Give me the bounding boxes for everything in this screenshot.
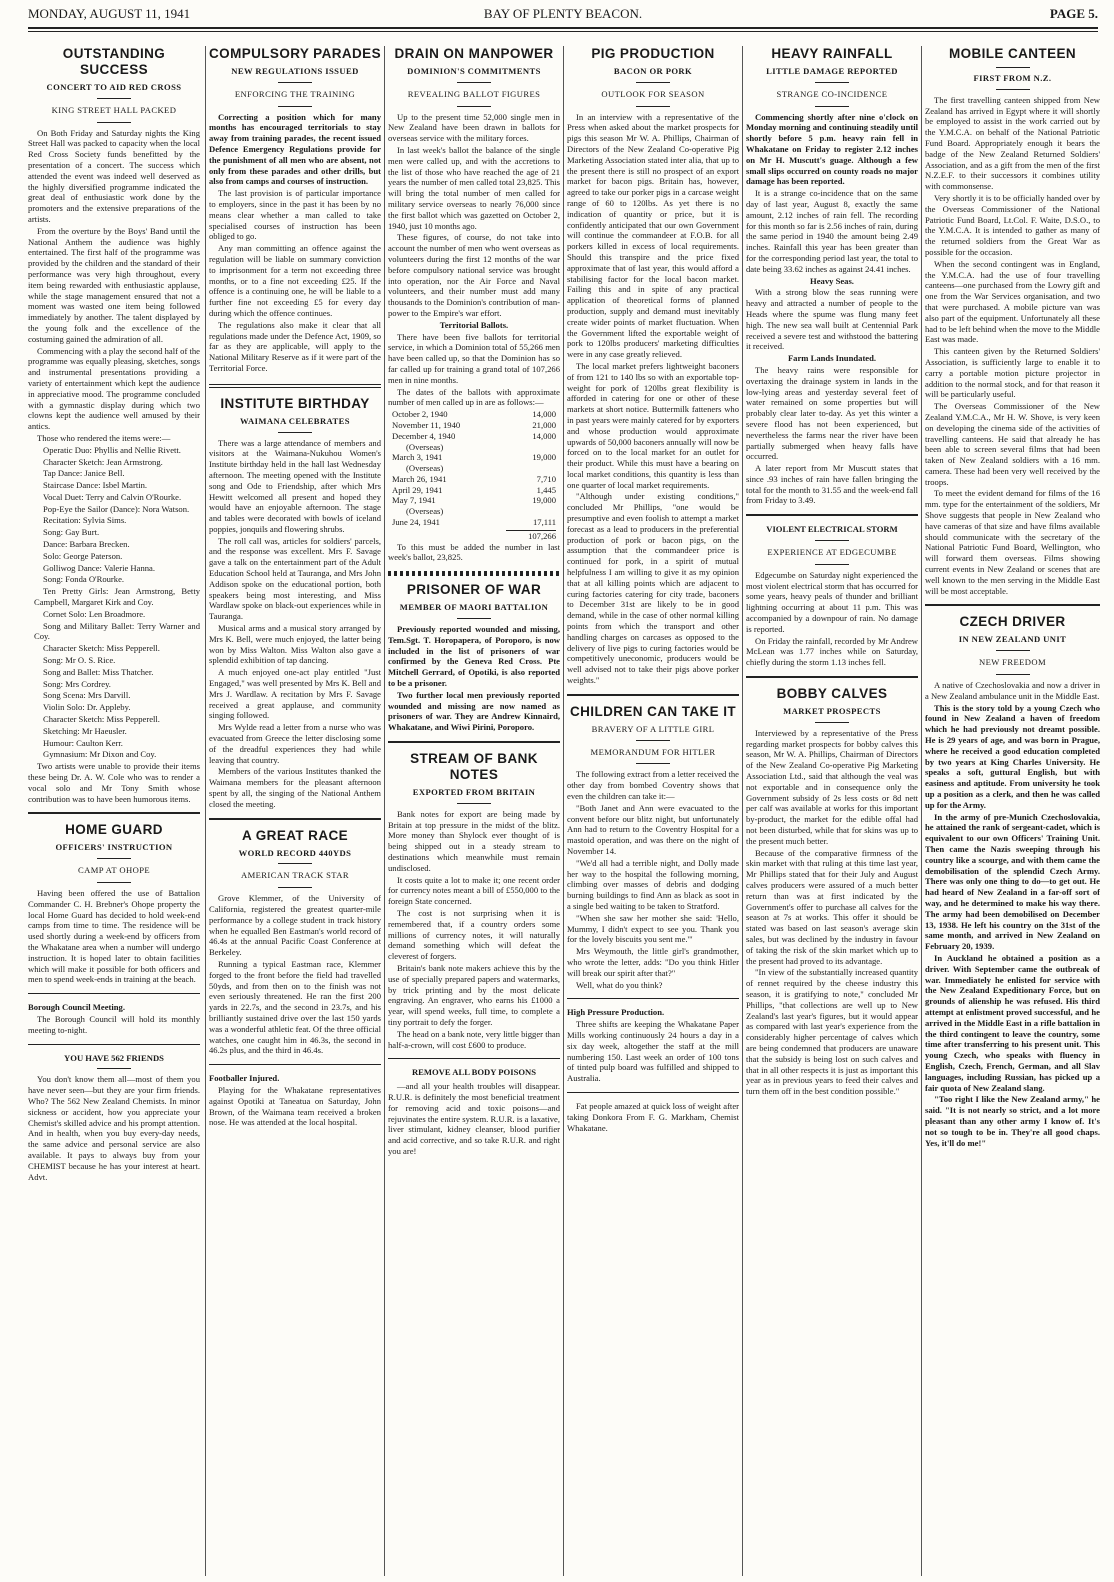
- article-great-race: [209, 828, 381, 1057]
- programme-item: Character Sketch: Miss Pepperell.: [43, 714, 160, 725]
- divider: [278, 106, 312, 107]
- article-subheading: WORLD RECORD 440YDS: [238, 847, 352, 858]
- article-paragraph: Three shifts are keeping the Whakatane Paper Mills working continuously 24 hours a day in a six day week, altogether the staff at the mill numbering 150. Last week an order of 100 tons of tinted pulp board was fulfilled and shipped to Australia.: [567, 1019, 739, 1084]
- article-violent-electrical-storm: [746, 524, 918, 668]
- article-paragraph: A later report from Mr Muscutt states that since .93 inches of rain have fallen bringing the total for the month to 31.55 and the week-end fall from Friday to 3.49.: [746, 463, 918, 506]
- ballot-date: March 3, 1941: [392, 452, 443, 463]
- article-paragraph: To meet the evident demand for films of the 16 mm. type for the entertainment of the soldiers, Mr Shove suggests that people in New Zealand who have cameras of that size and have films available should communicate with the secretary of the National Patriotic Fund Board, Wellington, who will forward them overseas. Films showing current events in New Zealand or scenes that are well known to the men serving in the Middle East will be most acceptable.: [925, 488, 1100, 596]
- divider: [97, 122, 131, 123]
- divider: [457, 82, 491, 83]
- brief-heading: Borough Council Meeting.: [28, 1002, 126, 1013]
- divider: [97, 98, 131, 99]
- article-headline: CHILDREN CAN TAKE IT: [570, 703, 736, 719]
- column-rule: [563, 46, 564, 1576]
- article-drain-on-manpower: [388, 46, 560, 563]
- article-subheading: BACON OR PORK: [613, 66, 693, 76]
- article-subhead: Farm Lands Inundated.: [787, 353, 877, 364]
- ballot-date: November 11, 1940: [392, 419, 461, 430]
- ballot-date: (Overseas): [406, 463, 444, 474]
- article-lead: A native of Czechoslovakia and now a driver in a New Zealand ambulance unit in the Middle East.: [925, 680, 1100, 701]
- article-heavy-rainfall: [746, 46, 918, 506]
- ballot-row: [388, 442, 560, 453]
- article-paragraph: The head on a bank note, very little bigger than half-a-crown, will cost £600 to produce.: [388, 1028, 560, 1050]
- column-rule: [921, 46, 922, 1576]
- article-borough-council: [28, 1002, 200, 1035]
- article-paragraph: The last provision is of particular importance to employers, since in the past it has been by no means clear whether a man called to take specialised courses of instruction has been obliged to go.: [209, 188, 381, 242]
- advert-text: Fat people amazed at quick loss of weight after taking Donkora From F. G. Markham, Chemist Whakatane.: [567, 1100, 739, 1133]
- programme-item: Recitation: Sylvia Sims.: [43, 515, 127, 526]
- programme-item: Ten Pretty Girls: Jean Armstrong, Betty Campbell, Margaret Kirk and Coy.: [34, 586, 200, 608]
- ballot-number: 17,111: [533, 517, 556, 528]
- article-headline: INSTITUTE BIRTHDAY: [220, 395, 370, 411]
- article-bobby-calves: [746, 686, 918, 1097]
- ballot-date: March 26, 1941: [392, 473, 447, 484]
- article-separator: [925, 604, 1100, 606]
- article-paragraph: "Too right I like the New Zealand army," he said. "It is not nearly so strict, and a lot more pleasant than any other army I know of. It's not so tough to be in. They're all good chaps. Yes, it'll do me!": [925, 1094, 1100, 1148]
- ballot-date: April 29, 1941: [392, 484, 443, 495]
- article-prisoner-of-war: [388, 582, 560, 733]
- divider: [636, 106, 670, 107]
- divider: [815, 540, 849, 541]
- article-paragraph: "Both Janet and Ann were evacuated to the convent before our blitz night, but unfortunately Ann had to return to the Coventry Hospital for a mastoid operation, and was there on the night of November 14.: [567, 802, 739, 856]
- article-paragraph: The Borough Council will hold its monthly meeting to-night.: [28, 1013, 200, 1035]
- article-subheading: NEW REGULATIONS ISSUED: [231, 66, 359, 76]
- column-rule: [742, 46, 743, 1576]
- ballot-row: [388, 463, 560, 474]
- ballot-row: [388, 506, 560, 517]
- article-paragraph: The dates of the ballots with approximate number of men called up in are as follows:—: [388, 386, 560, 408]
- article-headline: STREAM OF BANK NOTES: [410, 751, 538, 783]
- ballot-row: [388, 431, 560, 442]
- article-headline: HOME GUARD: [65, 822, 163, 838]
- article-paragraph: It is a strange co-incidence that on the same day of last year, August 8, exactly the same amount, 2.12 inches of rain fell. The recording for this month so far is 2.56 inches of rain, during the same period in 1940 the amount being 2.49 inches. Rainfall this year has been greater than for the corresponding period last year, the total to date being 33.62 inches as against 24.41 inches.: [746, 188, 918, 274]
- programme-item: Sketching: Mr Haeusler.: [43, 725, 127, 736]
- ballot-date: June 24, 1941: [392, 517, 440, 528]
- article-subheading: KING STREET HALL PACKED: [51, 104, 177, 115]
- article-subheading: FIRST FROM N.Z.: [973, 73, 1052, 83]
- article-paragraph: Two artists were unable to provide their items these being Dr. A. W. Cole who was to render a vocal solo and Mr Tony Smith whose contribution was to have been humorous items.: [28, 761, 200, 804]
- article-paragraph: The regulations also make it clear that all regulations made under the Defence Act, 1909, so far as they are applicable, will apply to the National Military Reserve as if it were part of the Territorial Force.: [209, 319, 381, 373]
- programme-item: Violin Solo: Dr. Appleby.: [43, 702, 131, 713]
- column-3: [388, 46, 560, 1576]
- programme-item: Golliwog Dance: Valerie Hanna.: [43, 562, 155, 573]
- article-paragraph: There was a large attendance of members and visitors at the Waimana-Nukuhou Women's Institute birthday held in the hall last Wednesday afternoon. The meeting opened with the Institute song and Ode to Friendship, after which Mrs Hewitt welcomed all present and hoped they would have an enjoyable afternoon. The stage and tables were decorated with bowls of iceland poppies, jonquils and flowering shrubs.: [209, 437, 381, 534]
- article-paragraph: Playing for the Whakatane representatives against Opotiki at Taneatua on Saturday, John Brown, of the Waimana team received a broken nose. He was attended at the local hospital.: [209, 1084, 381, 1128]
- article-headline: HEAVY RAINFALL: [771, 46, 893, 61]
- article-paragraph: Grove Klemmer, of the University of California, registered the greatest quarter-mile performance by a college student in track history when he equalled Ben Eastman's world record of 46.4s at the annual Pacific Coast Conference at Berkeley.: [209, 893, 381, 958]
- article-subheading: EXPORTED FROM BRITAIN: [412, 787, 536, 798]
- ballot-row: [388, 517, 560, 528]
- article-separator: [746, 676, 918, 678]
- programme-item: Dance: Barbara Brecken.: [43, 539, 130, 550]
- article-headline: OUTSTANDING SUCCESS: [62, 46, 166, 77]
- ballot-row: [388, 452, 560, 463]
- column-4: [567, 46, 739, 1576]
- divider: [815, 564, 849, 565]
- ballot-number: 7,710: [536, 473, 556, 484]
- programme-item: Song: Mr O. S. Rice.: [43, 655, 116, 666]
- article-paragraph: This canteen given by the Returned Soldiers' Association, is sufficiently large to enable it to carry a portable motion picture projector in addition to the normal stock, and for that reason it will be particularly useful.: [925, 346, 1100, 400]
- article-paragraph: In last week's ballot the balance of the single men were called up, and with the accretions to the list of those who have reached the age of 21 years the number of men called total 23,825. This will bring the total number of men called for military service overseas to nearly 76,000 since the first ballot which was gazetted on October 2, 1940, just 10 months ago.: [388, 144, 560, 231]
- ballot-date: (Overseas): [406, 506, 444, 517]
- programme-item: Song and Military Ballet: Terry Warner and Coy.: [34, 620, 200, 642]
- article-subheading: LITTLE DAMAGE REPORTED: [766, 66, 898, 76]
- article-paragraph: Having been offered the use of Battalion Commander C. H. Brebner's Ohope property the local Home Guard has decided to hold week-end camps from time to time. The residence will be used shortly during a week-end by officers from the Whakatane area when a number will undergo instruction. It is hoped later to obtain facilities which will make it possible for both officers and men to spend week-ends in training at the beach.: [28, 888, 200, 985]
- article-paragraph: Mrs Weymouth, the little girl's grandmother, who wrote the letter, adds: "Do you think Hitler will break our spirit after that?": [567, 946, 739, 978]
- article-paragraph: Very shortly it is to be officially handed over by the Overseas Commissioner of the National Patriotic Fund Board, Lt.Col. F. Waite, D.S.O., to the Y.M.C.A. It is intended to gather as many of the returned soldiers from the Great War as possible for the occasion.: [925, 192, 1100, 257]
- column-2: [209, 46, 381, 1576]
- divider: [815, 106, 849, 107]
- article-paragraph: Well, what do you think?: [576, 979, 663, 990]
- article-paragraph: Commencing with a play the second half of the programme was equally pleasing, sketches, songs and instrumental presentations providing a variety of entertainment which kept the audience in appreciative mood. The programme concluded with a gymnastic display during which two clowns kept the audience well amused by their antics.: [28, 345, 200, 432]
- article-paragraph: On Both Friday and Saturday nights the King Street Hall was packed to capacity when the local Red Cross Society funds benefitted by the presentation of a concert. The success which attended the event was indeed well deserved as the highly diversified programme indicated the great deal of enthusiastic work done by the promoters and the extensive preparations of the artists.: [28, 127, 200, 224]
- article-separator: [209, 1064, 381, 1065]
- article-subheading: REVEALING BALLOT FIGURES: [407, 88, 541, 99]
- article-paragraph: The first travelling canteen shipped from New Zealand has arrived in Egypt where it will shortly be employed to assist in the work carried out by the Y.M.C.A. on behalf of the National Patriotic Fund Board. Appropriately enough it bears the badge of the New Zealand Returned Soldiers' Association, and as a gift from the men of the first N.Z.E.F. to their successors it combines utility with commonsense.: [925, 94, 1100, 192]
- ballot-number: 14,000: [532, 409, 556, 420]
- ballot-date: October 2, 1940: [392, 409, 448, 420]
- programme-item: Humour: Caulton Kerr.: [43, 737, 123, 748]
- article-paragraph: Members of the various Institutes thanked the Waimana members for the pleasant afternoon spent by all, the singing of the National Anthem closed the meeting.: [209, 766, 381, 809]
- article-subheading: EXPERIENCE AT EDGECUMBE: [767, 547, 897, 558]
- columns-container: [28, 46, 1100, 1576]
- column-5: [746, 46, 918, 1576]
- article-paragraph: Bank notes for export are being made by Britain at top pressure in the midst of the blitz. More money than Shylock ever thought of is being shipped out in a steady stream to destinations which meanwhile must remain undisclosed.: [388, 808, 560, 873]
- article-pig-production: [567, 46, 739, 686]
- article-footballer-injured: [209, 1073, 381, 1128]
- article-subheading: IN NEW ZEALAND UNIT: [958, 634, 1067, 645]
- article-paragraph: The cost is not surprising when it is remembered that, if a country orders some millions of currency notes, it will naturally demand something which will defeat the cleverest of forgers.: [388, 908, 560, 962]
- article-separator: [567, 998, 739, 999]
- divider: [815, 722, 849, 723]
- article-paragraph: With a strong blow the seas running were heavy and attracted a number of people to the Heads where the spume was flung many feet high. The new sea wall built at Centennial Park received a severe test and withstood the battering it received.: [746, 287, 918, 352]
- advert-donkora: [567, 1101, 739, 1133]
- ballot-row: [388, 409, 560, 420]
- article-subheading: MEMORANDUM FOR HITLER: [590, 746, 716, 757]
- article-paragraph: A much enjoyed one-act play entitled "Just Engaged," was well presented by Mrs K. Bell and Mrs J. Wardlaw. A recitation by Mrs F. Savage received a great applause, and community singing followed.: [209, 667, 381, 721]
- programme-item: Vocal Duet: Terry and Calvin O'Rourke.: [43, 491, 182, 502]
- article-separator: [28, 812, 200, 814]
- article-subheading: DOMINION'S COMMITMENTS: [407, 66, 541, 76]
- divider: [996, 674, 1030, 675]
- article-paragraph: This is the story told by a young Czech who found in New Zealand a haven of freedom which he had previously not dreamt possible. He is 29 years of age, and was born in Prague, where he received a good education completed by two years at King Charles University. He speaks a soft, guttural English, but with easiness and aptitude. From university he took up a position as a clerk, and then he was called up for the Army.: [925, 702, 1100, 810]
- article-headline: MOBILE CANTEEN: [948, 46, 1077, 61]
- article-paragraph: The roll call was, articles for soldiers' parcels, and the response was excellent. Mrs F. Savage gave a talk on the entertainment part of the Adult Education School held at Tauranga, and Mrs John Addison spoke on the educational portion, both speakers being most interesting, and Miss Wardlaw spoke on black-out experiences while in Tauranga.: [209, 535, 381, 622]
- article-headline: COMPULSORY PARADES: [209, 46, 381, 61]
- article-paragraph: To this must be added the number in last week's ballot, 23,825.: [388, 541, 560, 563]
- advert-headline: REMOVE ALL BODY POISONS: [411, 1067, 537, 1078]
- advert-rur: [388, 1067, 560, 1156]
- masthead: [28, 6, 1098, 26]
- advert-headline: YOU HAVE 562 FRIENDS: [64, 1052, 164, 1063]
- article-mobile-canteen: [925, 46, 1100, 596]
- article-paragraph: In an interview with a representative of the Press when asked about the market prospects for pigs this season Mr W. A. Phillips, Chairman of Directors of the New Zealand Co-operative Pig Marketing Association stated inter alia, that up to the present there is still no prospect of an export market for bacon pigs. Britain has, however, agreed to take our porker pigs in a carcase weight range of 60 to 120lbs. As yet there is no indication of quantity or price, but it is confidently anticipated that our own Government will continue the commandeer at F.O.B. for all porkers killed in excess of local requirements. Should this transpire and the price fixed approximate that of last year, this would afford a stabilising factor for the local bacon market. Failing this and in spite of any practical application of theoretical forms of planned production, supply and demand must inevitably create wider points of market fluctuation. When the Government lifted the exportable weight of pork to 120lbs producers' marketing difficulties were in any case greatly relieved.: [567, 111, 739, 360]
- column-6: [925, 46, 1100, 1576]
- divider: [636, 740, 670, 741]
- programme-item: Tap Dance: Janice Bell.: [43, 468, 125, 479]
- article-paragraph: Mrs Wylde read a letter from a nurse who was evacuated from Greece the letter disclosing some of the dreadful experiences they had while leaving that country.: [209, 722, 381, 765]
- article-paragraph: Interviewed by a representative of the Press regarding market prospects for bobby calves this season, Mr W. A. Phillips, Chairman of Directors of the New Zealand Co-operative Pig Marketing Association Ltd., said that although the veal was not exportable and in consequence only the Government subsidy of 2s less costs or 8d nett per calf was available at works for this important by-product, the market for the edible offal had not been disturbed, while that for skins was up to the present much better.: [746, 727, 918, 846]
- article-separator: [209, 818, 381, 820]
- article-children-can-take-it: [567, 704, 739, 991]
- article-paragraph: There have been five ballots for territorial service, in which a Dominion total of 55,266 men have been called up, so that the Dominion has so far called up for training a grand total of 107,266 men in nine months.: [388, 331, 560, 385]
- programme-item: Staircase Dance: Isbel Martin.: [43, 480, 148, 491]
- column-1: [28, 46, 200, 1576]
- article-home-guard: [28, 822, 200, 985]
- ballot-row: [388, 420, 560, 431]
- divider: [278, 432, 312, 433]
- article-paragraph: From the overture by the Boys' Band until the National Anthem the audience was highly entertained. The first half of the programme was provided by the children and the standard of their performance was very high throughout, every item being rewarded with enthusiastic applause, while the stage management ensured that not a moment was wasted one item being followed immediately by another. The talent displayed by the young folk and the excellence of the costuming gained the admiration of all.: [28, 225, 200, 344]
- ballot-total: 107,266: [528, 530, 556, 541]
- article-outstanding-success: [28, 46, 200, 804]
- article-paragraph: Because of the comparative firmness of the skin market with that ruling at this time last year, Mr Phillips stated that for their July and August calves producers were assured of a much better return than was at first indicated by the Government's offer to purchase all calves for the season at 7s at works. This offer it should be stated was based on last season's average skin sales, but was declined by the industry in favour of taking the risk of the skin market which up to the present had proved to its advantage.: [746, 847, 918, 966]
- divider: [815, 82, 849, 83]
- divider: [97, 858, 131, 859]
- article-subheading: CAMP AT OHOPE: [77, 865, 151, 876]
- article-subheading: MEMBER OF MAORI BATTALION: [399, 602, 549, 613]
- article-paragraph: On Friday the rainfall, recorded by Mr Andrew McLean was 1.77 inches while on Saturday, chiefly during the storm 1.13 inches fell.: [746, 635, 918, 668]
- article-paragraph: Musical arms and a musical story arranged by Mrs K. Bell, were much enjoyed, the latter being won by Miss Walton. Miss Walton also gave a splendid exhibition of tap dancing.: [209, 623, 381, 666]
- ballot-total-row: [388, 531, 560, 542]
- article-paragraph: When the second contingent was in England, the Y.M.C.A. had the use of four travelling canteens—one purchased from the Lowry gift and one from the War Services organisation, and two that were purchased. A mobile picture van was also part of the equipment. Unfortunately all these had to be left behind when the move to the Middle East was made.: [925, 258, 1100, 345]
- programme-item: Song: Mrs Cordrey.: [43, 678, 111, 689]
- article-czech-driver: [925, 614, 1100, 1148]
- masthead-rule: [28, 27, 1098, 32]
- ballot-number: 19,000: [532, 495, 556, 506]
- article-headline: VIOLENT ELECTRICAL STORM: [766, 524, 898, 535]
- article-paragraph: The heavy rains were responsible for overtaxing the drainage system in lands in the low-lying areas and yesterday several feet of water remained on some properties but will probably clear later to-day. As yet this winter a severe flood has not been experienced, but nevertheless the farms near the river have been partially submerged when heavy falls have occurred.: [746, 364, 918, 462]
- ballot-number: 19,000: [532, 452, 556, 463]
- advert-text: —and all your health troubles will disappear. R.U.R. is definitely the most beneficial treatment for removing acid and toxic poisons—and rejuvinates the entire system. R.U.R. is a laxative, liver stimulant, kidney cleanser, blood purifier and acid corrective, and so take R.U.R. and right you are!: [388, 1081, 560, 1156]
- ballot-number: 14,000: [532, 430, 556, 441]
- article-subheading: MARKET PROSPECTS: [783, 706, 881, 717]
- article-subheading: AMERICAN TRACK STAR: [241, 870, 349, 881]
- article-paragraph: Edgecumbe on Saturday night experienced the most violent electrical storm that has occurred for some years, heavy peals of thunder and brilliant lightning occurring at about 11 p.m. This was accompanied by a downpour of rain. No damage is reported.: [746, 569, 918, 634]
- article-paragraph: The following extract from a letter received the other day from bombed Coventry shows that even the children can take it:—: [567, 769, 739, 802]
- brief-heading: Footballer Injured.: [209, 1073, 280, 1084]
- article-paragraph: Up to the present time 52,000 single men in New Zealand have been drawn in ballots for overseas service with the military forces.: [388, 111, 560, 144]
- article-paragraph: These figures, of course, do not take into account the number of men who went overseas as volunteers during the first 12 months of the war before compulsory national service was brought into operation, nor the Air Force and Naval volunteers, and their number must add many thousands to the Dominion's contribution of man-power to the Empire's war effort.: [388, 232, 560, 318]
- article-paragraph: Britain's bank note makers achieve this by the use of specially prepared papers and watermarks, by trick printing and by the most delicate engraving. An engraver, who earns his £1000 a year, will spend weeks, full time, to complete a tiny portrait to defy the forger.: [388, 962, 560, 1027]
- article-separator: [388, 1058, 560, 1059]
- programme-item: Character Sketch: Miss Pepperell.: [43, 643, 160, 654]
- article-separator: [388, 741, 560, 743]
- article-headline: CZECH DRIVER: [959, 614, 1066, 630]
- divider: [996, 67, 1030, 68]
- article-paragraph: Running a typical Eastman race, Klemmer forged to the front before the field had travelled 50yds, and from then on to the finish was not even seriously threatened. He ran the first 200 yards in 22.7s, and the second in 23.7s, and his brilliantly sustained drive over the last 150 yards was a wonderful athletic feat. Of the three official watches, one caught him in 46.3s, the second in 46.2s plus, and the third in 46.4s.: [209, 958, 381, 1056]
- brief-heading: High Pressure Production.: [567, 1007, 665, 1018]
- article-subheading: OFFICERS' INSTRUCTION: [55, 842, 173, 853]
- article-paragraph: "We'd all had a terrible night, and Dolly made her way to the hospital the following morning, climbing over masses of debris and dodging burning buildings to find Ann as black as soot in a single bed waiting to be taken to Stratford.: [567, 857, 739, 911]
- article-separator: [567, 694, 739, 696]
- article-subheading: BRAVERY OF A LITTLE GIRL: [591, 723, 715, 734]
- article-subheading: WAIMANA CELEBRATES: [240, 415, 350, 426]
- article-paragraph: The Overseas Commissioner of the New Zealand Y.M.C.A., Mr H. W. Shove, is very keen on developing the cinema side of the activities of travelling canteens. He said that already he has been able to screen several films that had been taken of New Zealand soldiers with a 16 mm. camera. These had been very well received by the troops.: [925, 401, 1100, 487]
- article-subheading: CONCERT TO AID RED CROSS: [46, 82, 182, 92]
- column-rule: [384, 46, 385, 1576]
- programme-item: Song: Fonda O'Rourke.: [43, 574, 125, 585]
- masthead-paper-name: BAY OF PLENTY BEACON.: [483, 6, 643, 21]
- masthead-page-number: PAGE 5.: [1049, 6, 1098, 21]
- article-lead: Correcting a position which for many months has encouraged territorials to stay away from training parades, the recent issued Defence Emergency Regulations provide for the punishment of all men who are absent, not only from these parades and other drills, but also from camps and courses of instruction.: [209, 111, 381, 187]
- advert-text: You don't know them all—most of them you have never seen—but they are your firm friends. Who? The 562 New Zealand Chemists. In minor sickness or accident, how you appreciate your Chemist's skilled advice and his prompt attention. And in health, when you buy every-day needs, the same advice and personal service are also available. It pays to always buy from your CHEMIST because he has your interest at heart. Advt.: [28, 1074, 200, 1182]
- article-subheading: STRANGE CO-INCIDENCE: [776, 88, 888, 99]
- article-subheading: OUTLOOK FOR SEASON: [601, 88, 705, 99]
- article-separator: [28, 993, 200, 994]
- divider: [97, 882, 131, 883]
- ballot-row: [388, 495, 560, 506]
- article-paragraph: Those who rendered the items were:—: [37, 432, 171, 443]
- programme-item: Song and Ballet: Miss Thatcher.: [43, 666, 154, 677]
- advert-chemists: [28, 1053, 200, 1183]
- article-separator: [567, 1092, 739, 1093]
- divider: [278, 82, 312, 83]
- divider: [636, 763, 670, 764]
- programme-item: Character Sketch: Jean Armstrong.: [43, 456, 163, 467]
- article-institute-birthday: [209, 396, 381, 810]
- article-subheading: ENFORCING THE TRAINING: [234, 88, 356, 99]
- divider: [97, 1068, 131, 1069]
- article-subhead: Territorial Ballots.: [439, 319, 509, 330]
- article-paragraph: "In view of the substantially increased quantity of rennet required by the cheese industry this season, it is gratifying to note," concluded Mr Phillips, "that collections are well up to New Zealand's last year's figures, but it would appear as compared with last year's experience from the considerably higher percentage of calves which are being condemned that producers are unaware that the subsidy is being lost on such calves and that in all other respects it is just as important this year as in previous years to feed their calves and turn them off in the best condition possible.": [746, 967, 918, 1097]
- ballot-number: 1,445: [536, 484, 556, 495]
- ballot-date: May 7, 1941: [392, 495, 436, 506]
- ballot-row: [388, 485, 560, 496]
- article-paragraph: "When she saw her mother she said: 'Hello, Mummy, I didn't expect to see you. Thank you for the lovely biscuits you sent me.'": [567, 912, 739, 945]
- article-paragraph: Any man committing an offence against the regulation will be liable on summary conviction to imprisonment for a term not exceeding three months, or to a fine not exceeding £25. If the offence is a continuing one, he will be liable to a further fine not exceeding £5 for every day during which the offence continues.: [209, 243, 381, 318]
- article-compulsory-parades: [209, 46, 381, 374]
- ballot-date: (Overseas): [406, 441, 444, 452]
- article-lead: Two further local men previously reported wounded and missing are now named as prisoners of war. They are Andrew Kinnaird, Whakatane, and Wiwi Pirini, Poroporo.: [388, 689, 560, 733]
- ballot-table: [388, 409, 560, 542]
- programme-item: Solo: George Paterson.: [43, 550, 123, 561]
- programme-item: Operatic Duo: Phyllis and Nellie Rivett.: [43, 444, 181, 455]
- article-headline: A GREAT RACE: [241, 827, 349, 843]
- article-headline: PRISONER OF WAR: [406, 582, 542, 598]
- column-rule: [205, 46, 206, 1576]
- programme-item: Song Scena: Mrs Darvill.: [43, 690, 131, 701]
- programme-item: Pop-Eye the Sailor (Dance): Nora Watson.: [43, 503, 190, 514]
- programme-item: Gymnasium: Mr Dixon and Coy.: [43, 749, 157, 760]
- article-paragraph: The local market prefers lightweight baconers of from 121 to 140 lbs so with an exportable top-weight for pork of 120lbs great flexibility is afforded in catering for one or other of these markets at short notice. Buttermilk fatteners who in past years were mainly catered for by exporters and whose production would approximate upwards of 50,000 baconers annually will now be forced on to the local market for an outlet for their product. While this must have a bearing on local market conditions, this quantity is less than one quarter of local market requirements.: [567, 360, 739, 490]
- divider: [457, 618, 491, 619]
- article-paragraph: It costs quite a lot to make it; one recent order for currency notes meant a bill of £550,000 to the foreign State concerned.: [388, 874, 560, 907]
- divider: [278, 887, 312, 888]
- article-separator: [388, 571, 560, 576]
- masthead-date: MONDAY, AUGUST 11, 1941: [28, 6, 191, 21]
- programme-item: Song: Gay Burt.: [43, 527, 100, 538]
- article-paragraph: "Although under existing conditions," concluded Mr Phillips, "one would be presumptive and even foolish to attempt a market forecast as a lead to producers in the preferential production of pork or bacon pigs, on the assumption that the commandeer price is continued for pork, in a spirit of mutual helpfulness I am willing to give it as my opinion that at all killing points which are adjacent to curing factories catering for city trade, baconers to December 31st are likely to be in good demand, while in the case of other normal killing points from which the transport and other handling charges on carcases as opposed to the delivery of live pigs to curing factories would be competitively uneconomic, producers would be well advised not to take their pigs above porker weights.": [567, 491, 739, 686]
- article-headline: PIG PRODUCTION: [591, 46, 715, 61]
- article-paragraph: In the army of pre-Munich Czechoslovakia, he attained the rank of sergeant-cadet, which is equivalent to our own Officers' Training Unit. Then came the Nazis sweeping through his country like a scourge, and with them came the demobilisation of the splendid Czech Army. There was only one thing to do—to get out. He had heard of New Zealand in a far-off sort of way, and he determined to make his way there. The army had been demobilised on December 13, 1938. He left his country on the 31st of the same month, and arrived in New Zealand on February 20, 1939.: [925, 811, 1100, 952]
- article-headline: DRAIN ON MANPOWER: [394, 46, 554, 61]
- divider: [457, 803, 491, 804]
- article-separator: [28, 1044, 200, 1045]
- article-paragraph: In Auckland he obtained a position as a driver. With September came the outbreak of war. Immediately he enlisted for service with the New Zealand Expeditionary Force, but on grounds of alienship he was refused. His third attempt at enlistment proved successful, and he arrived in the Middle East in a rifle battalion in the third contingent to leave the country, some time after transferring to his present unit. This young Czech, who speaks with fluency in English, Czech, French, German, and all Slav languages, including Russian, has picked up a fair quota of New Zealand slang.: [925, 952, 1100, 1093]
- article-headline: BOBBY CALVES: [776, 686, 888, 702]
- divider: [636, 82, 670, 83]
- article-high-pressure-production: [567, 1007, 739, 1084]
- article-separator: [209, 384, 381, 388]
- ballot-number: 21,000: [532, 419, 556, 430]
- article-subheading: NEW FREEDOM: [978, 657, 1047, 668]
- article-separator: [746, 514, 918, 516]
- divider: [996, 89, 1030, 90]
- divider: [457, 106, 491, 107]
- article-stream-of-bank-notes: [388, 751, 560, 1050]
- article-subhead: Heavy Seas.: [810, 275, 854, 286]
- article-lead: Previously reported wounded and missing, Tem.Sgt. T. Horopapera, of Poroporo, is now included in the list of prisoners of war confirmed by the Geneva Red Cross. Pte Mitchell Gerrard, of Opotiki, is also reported to be a prisoner.: [388, 624, 560, 689]
- programme-item: Cornet Solo: Len Broadmore.: [43, 608, 146, 619]
- divider: [996, 650, 1030, 651]
- ballot-date: December 4, 1940: [392, 430, 456, 441]
- article-lead: Commencing shortly after nine o'clock on Monday morning and continuing steadily until shortly before 5 p.m. heavy rain fell in Whakatane on Friday to register 2.12 inches on Mr H. Muscutt's guage. Although a few small slips occurred on county roads no major damage has been reported.: [746, 111, 918, 187]
- ballot-row: [388, 474, 560, 485]
- divider: [278, 863, 312, 864]
